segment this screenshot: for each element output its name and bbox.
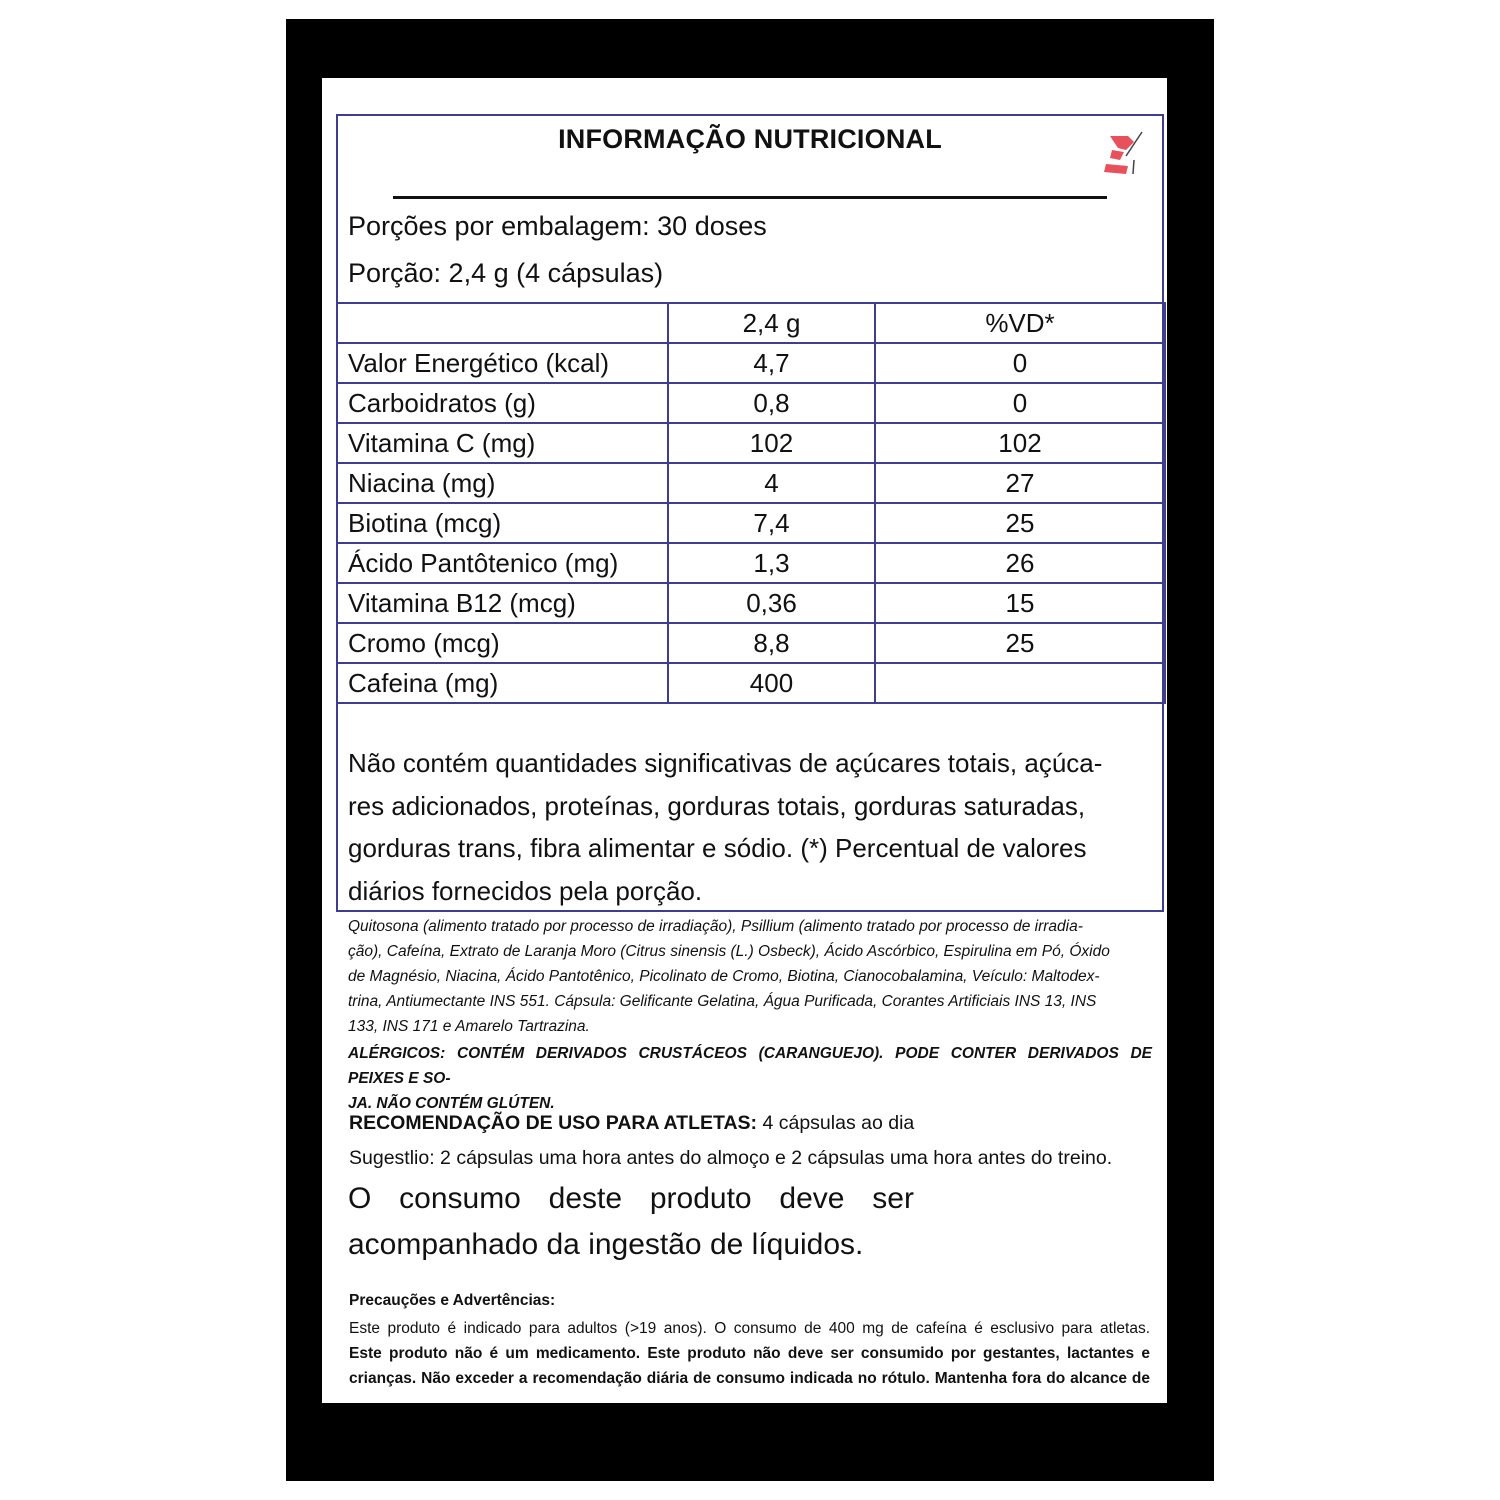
nutrition-table [336, 302, 1166, 704]
nutrient-name: Vitamina B12 (mcg) [337, 583, 668, 623]
nutrient-name: Valor Energético (kcal) [337, 343, 668, 383]
nutrient-amount: 0,8 [668, 383, 875, 423]
precautions-text: Este produto é indicado para adultos (>19 anos). O consumo de 400 mg de cafeína é esclusivo para atletas. [349, 1320, 1150, 1337]
nutrient-name: Ácido Pantôtenico (mg) [337, 543, 668, 583]
ingredients-line: ção), Cafeína, Extrato de Laranja Moro (Citrus sinensis (L.) Osbeck), Ácido Ascórbico, Espirulina em Pó, Óxido [348, 943, 1110, 960]
table-row [337, 383, 1165, 423]
consumption-word: deve [779, 1182, 845, 1215]
consumption-word: consumo [399, 1182, 521, 1215]
consumption-word: deste [548, 1182, 623, 1215]
nutrient-dv: 15 [875, 583, 1165, 623]
ingredients-line: 133, INS 171 e Amarelo Tartrazina. [348, 1018, 590, 1035]
servings-per-package: Porções por embalagem: 30 doses [348, 211, 767, 241]
ingredients-line: Quitosona (alimento tratado por processo de irradiação), Psillium (alimento tratado por processo de irradia- [348, 918, 1083, 935]
nutrient-dv: 25 [875, 503, 1165, 543]
consumption-notice-line2: acompanhado da ingestão de líquidos. [348, 1228, 864, 1261]
consumption-word: O [348, 1182, 372, 1215]
usage-recommendation [349, 1112, 914, 1135]
footnote-line: gorduras trans, fibra alimentar e sódio. (*) Percentual de valores [348, 833, 1087, 863]
nutrient-amount: 102 [668, 423, 875, 463]
table-row [337, 663, 1165, 703]
nutrient-name: Biotina (mcg) [337, 503, 668, 543]
nutrient-dv: 0 [875, 383, 1165, 423]
panel-title: INFORMAÇÃO NUTRICIONAL [558, 124, 942, 154]
nutrient-name: Niacina (mg) [337, 463, 668, 503]
brand-logo-icon [1104, 130, 1144, 178]
ingredients-line: trina, Antiumectante INS 551. Cápsula: Gelificante Gelatina, Água Purificada, Corantes Artificiais INS 13, INS [348, 993, 1097, 1010]
nutrient-name: Cromo (mcg) [337, 623, 668, 663]
recommendation-text: 4 cápsulas ao dia [757, 1112, 915, 1134]
nutrient-amount: 8,8 [668, 623, 875, 663]
precautions-line: crianças. Não exceder a recomendação diária de consumo indicada no rótulo. Mantenha fora do alcance de [349, 1370, 1150, 1387]
table-row [337, 623, 1165, 663]
table-row [337, 423, 1165, 463]
nutrient-amount: 1,3 [668, 543, 875, 583]
precautions-title: Precauções e Advertências: [349, 1292, 556, 1309]
footnote-line: Não contém quantidades significativas de açúcares totais, açúca- [348, 748, 1103, 778]
title-divider [393, 196, 1107, 199]
nutrient-amount: 0,36 [668, 583, 875, 623]
precautions-warnings [349, 1341, 1150, 1391]
table-row [337, 543, 1165, 583]
allergens-line: ALÉRGICOS: CONTÉM DERIVADOS CRUSTÁCEOS (CARANGUEJO). PODE CONTER DERIVADOS DE PEIXES E SO- [348, 1045, 1152, 1087]
ingredients-line: de Magnésio, Niacina, Ácido Pantotênico, Picolinato de Cromo, Biotina, Cianocobalamina, Veículo: Maltodex- [348, 968, 1100, 985]
table-header-cell [337, 303, 668, 343]
nutrient-name: Carboidratos (g) [337, 383, 668, 423]
nutrient-dv [875, 663, 1165, 703]
serving-size: Porção: 2,4 g (4 cápsulas) [348, 258, 664, 288]
table-row [337, 583, 1165, 623]
ingredients-list [348, 914, 1152, 1039]
nutrient-amount: 4,7 [668, 343, 875, 383]
nutrient-dv: 25 [875, 623, 1165, 663]
nutrient-name: Cafeina (mg) [337, 663, 668, 703]
table-header-cell: 2,4 g [668, 303, 875, 343]
nutrient-amount: 400 [668, 663, 875, 703]
consumption-notice-line1 [348, 1182, 914, 1216]
allergens-line: JA. NÃO CONTÉM GLÚTEN. [348, 1095, 555, 1112]
nutrition-footnote [348, 742, 1152, 912]
allergens-warning [348, 1041, 1152, 1116]
consumption-word: produto [649, 1182, 752, 1215]
table-row [337, 343, 1165, 383]
footnote-line: res adicionados, proteínas, gorduras totais, gorduras saturadas, [348, 790, 1086, 821]
precautions-line: Este produto não é um medicamento. Este produto não deve ser consumido por gestantes, lactantes e [349, 1345, 1150, 1362]
usage-suggestion: Sugestlio: 2 cápsulas uma hora antes do almoço e 2 cápsulas uma hora antes do treino. [349, 1147, 1113, 1169]
nutrient-dv: 27 [875, 463, 1165, 503]
nutrient-dv: 26 [875, 543, 1165, 583]
nutrient-amount: 4 [668, 463, 875, 503]
table-header-row [337, 303, 1165, 343]
table-row [337, 503, 1165, 543]
consumption-word: ser [872, 1182, 914, 1215]
nutrient-dv: 102 [875, 423, 1165, 463]
table-row [337, 463, 1165, 503]
nutrient-amount: 7,4 [668, 503, 875, 543]
footnote-line: diários fornecidos pela porção. [348, 875, 703, 906]
table-header-cell: %VD* [875, 303, 1165, 343]
nutrient-name: Vitamina C (mg) [337, 423, 668, 463]
nutrient-dv: 0 [875, 343, 1165, 383]
recommendation-label: RECOMENDAÇÃO DE USO PARA ATLETAS: [349, 1112, 758, 1134]
